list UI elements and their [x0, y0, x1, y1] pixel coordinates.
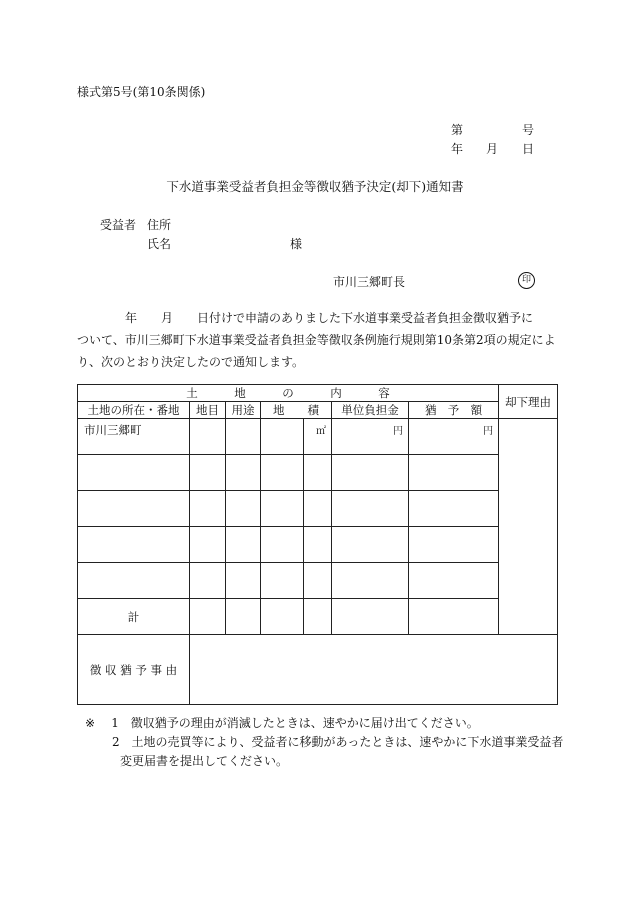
note-number: 1 — [111, 716, 119, 730]
note-text: 徴収猶予の理由が消滅したときは、速やかに届け出てください。 — [130, 716, 479, 730]
header-char: 容 — [378, 386, 390, 400]
col-youto: 用途 — [226, 402, 261, 419]
form-number: 様式第5号(第10条関係) — [77, 85, 206, 99]
col-deferral-char: 予 — [447, 403, 460, 417]
date-year: 年 — [451, 142, 464, 156]
note-mark: ※ — [85, 716, 96, 730]
col-location: 土地の所在・番地 — [78, 402, 190, 419]
header-char: 地 — [234, 386, 246, 400]
land-content-header — [78, 385, 499, 402]
name-label: 氏名 — [147, 237, 172, 251]
date-month: 月 — [486, 142, 499, 156]
body-line-1: 年 月 日付けで申請のありました下水道事業受益者負担金徴収猶予に — [77, 311, 534, 325]
note-item-2 — [85, 733, 565, 752]
body-line-2: ついて、市川三郷町下水道事業受益者負担金等徴収条例施行規則第10条第2項の規定によ — [77, 333, 556, 347]
cell-unit-price-yen: 円 — [332, 419, 409, 455]
reason-cell — [190, 635, 558, 705]
note-item-1 — [85, 714, 565, 733]
header-char: 土 — [186, 386, 198, 400]
cell-chimoku — [190, 419, 226, 455]
cell-area-a — [261, 419, 304, 455]
col-area-char: 地 — [273, 403, 285, 417]
issuer-mayor: 市川三郷町長 — [333, 275, 406, 289]
cell-deferral-yen: 円 — [409, 419, 499, 455]
cell-location-first: 市川三郷町 — [78, 419, 190, 455]
table-row — [78, 491, 558, 527]
table-row — [78, 563, 558, 599]
seal-mark: 印 — [518, 272, 535, 289]
col-chimoku: 地目 — [190, 402, 226, 419]
cell-rejection-reason — [499, 419, 558, 635]
rejection-reason-header: 却下理由 — [499, 385, 558, 419]
col-area — [261, 402, 332, 419]
col-unit-price: 単位負担金 — [332, 402, 409, 419]
note-number: 2 — [112, 735, 120, 749]
note-continuation: 変更届書を提出してください。 — [120, 754, 289, 768]
body-line-3: り、次のとおり決定したので通知します。 — [77, 355, 305, 369]
cell-youto — [226, 419, 261, 455]
col-deferral — [409, 402, 499, 419]
table-row — [78, 527, 558, 563]
col-deferral-char: 猶 — [425, 403, 437, 417]
total-label: 計 — [78, 599, 190, 635]
address-label: 住所 — [147, 218, 172, 232]
document-title: 下水道事業受益者負担金等徴収猶予決定(却下)通知書 — [166, 179, 464, 194]
notes — [85, 714, 565, 771]
number-dai: 第 — [451, 123, 464, 137]
header-char: 内 — [330, 386, 342, 400]
header-char: の — [282, 386, 294, 400]
col-area-char: 積 — [307, 403, 319, 417]
table-row — [78, 455, 558, 491]
number-go: 号 — [522, 123, 535, 137]
cell-area-unit: ㎡ — [304, 419, 332, 455]
date-day: 日 — [522, 142, 535, 156]
land-table — [77, 384, 558, 705]
reason-label: 徴 収 猶 予 事 由 — [78, 635, 190, 705]
honorific: 様 — [290, 237, 303, 251]
note-text: 土地の売買等により、受益者に移動があったときは、速やかに下水道事業受益者 — [131, 735, 564, 749]
col-deferral-char: 額 — [470, 403, 483, 417]
beneficiary-label: 受益者 — [100, 218, 137, 232]
